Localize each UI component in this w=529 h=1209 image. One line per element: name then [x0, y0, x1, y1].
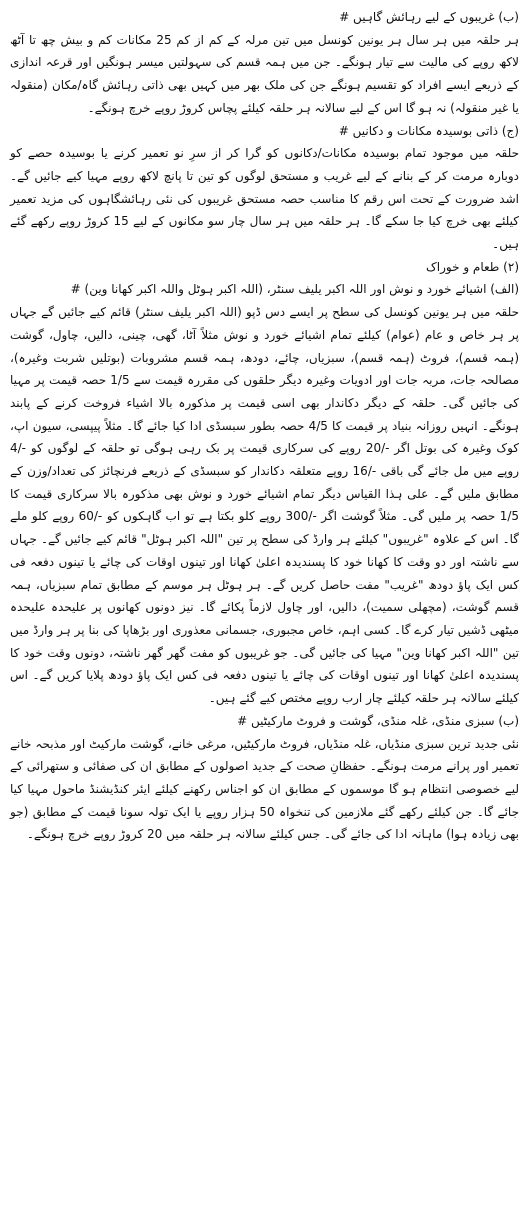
section-heading-markets: (ب) سبزی منڈی، غلہ منڈی، گوشت و فروٹ مارکیٹیں # — [237, 713, 519, 728]
section-heading-housing: (ب) غریبوں کے لیے رہائش گاہیں # — [339, 10, 519, 24]
paragraph-old-houses: حلقہ میں موجود تمام بوسیدہ مکانات/دکانوں کو گرا کر از سرِ نو تعمیر کرنے یا بوسیدہ حصے کو دوبارہ مرمت کر کے بنانے کے لیے غریب و مستحق لوگوں کو تین تا پانچ لاکھ روپے مہیا کیے جائیں گے۔ اشد ضرورت کے تحت اس رقم کا مناسب حصہ مستحق غریبوں کی نئی رہائشگاہوں کی مزید تعمیر کیلئے بھی خرچ کیا جا سکے گا۔ ہر حلقہ میں ہر سال چار سو مکانوں کے لیے 15 کروڑ روپے رکھے گئے ہیں۔ — [10, 146, 519, 252]
section-heading-relief-center: (الف) اشیائے خورد و نوش اور اللہ اکبر یلیف سنٹر، (اللہ اکبر ہوٹل واللہ اکبر کھانا وین) # — [70, 282, 519, 297]
paragraph-housing: ہر حلقہ میں ہر سال ہر یونین کونسل میں تین مرلہ کے کم از کم 25 مکانات کم و بیش چھ تا آٹھ لاکھ روپے کی مالیت سے تیار ہونگے۔ جن میں ہمہ قسم کی سہولتیں میسر ہونگیں اور قرعہ اندازی کے ذریعے ایسے افراد کو تقسیم ہونگے جن کی ملک بھر میں کہیں بھی ذاتی رہائش گاہ/مکان (منقولہ یا غیر منقولہ) نہ ہو گا اس کے لیے سالانہ ہر حلقہ کیلئے پچاس کروڑ روپے خرچ ہونگے۔ — [10, 32, 520, 115]
section-heading-food: (۲) طعام و خوراک — [426, 259, 519, 274]
section-heading-old-houses: (ج) ذاتی بوسیدہ مکانات و دکانیں # — [338, 123, 519, 138]
paragraph-markets: نئی جدید ترین سبزی منڈیاں، غلہ منڈیاں، فروٹ مارکیٹیں، مرغی خانے، گوشت مارکیٹ اور مذبحہ خانے تعمیر اور پرانے مرمت ہونگے۔ حفظانِ صحت کے جدید اصولوں کے مطابق ان کی صفائی و ستھرائی کے لیے خصوصی انتظام ہو گا موسموں کے مطابق ان کو اجناس رکھنے کیلئے ایئر کنڈیشنڈ ماحول مہیا کیا جائے گا۔ جن کیلئے رکھے گئے ملازمین کی تنخواہ 50 ہزار روپے یا ایک تولہ سونا قیمت کے مطابق (جو بھی زیادہ ہوا) ماہانہ ادا کی جائے گی۔ جس کیلئے سالانہ ہر حلقہ میں 20 کروڑ روپے خرچ ہونگے۔ — [10, 736, 519, 842]
paragraph-relief-center: حلقہ میں ہر یونین کونسل کی سطح پر ایسے دس ڈپو (اللہ اکبر یلیف سنٹر) قائم کیے جائیں گے جہاں پر ہر خاص و عام (عوام) کیلئے تمام اشیائے خورد و نوش مثلاً آٹا، گھی، چینی، دالیں، چاول، گوشت (ہمہ قسم)، فروٹ (ہمہ قسم)، سبزیاں، چائے، دودھ، ہمہ قسم مشروبات (بوتلیں شربت وغیرہ)، مصالحہ جات، مربہ جات اور ادویات وغیرہ دیگر حلقوں کی مقررہ قیمت سے 1/5 حصہ قیمت پر مہیا کی جائیں گی۔ حلقہ کے دیگر دکاندار بھی اسی قیمت پر مذکورہ بالا اشیاء فروخت کرنے کے پابند ہونگے۔ انہیں روزانہ بنیاد پر قیمت کا 4/5 حصہ بطور سبسڈی ادا کیا جائے گا۔ مثلاً پیپسی، سیون اپ، کوک وغیرہ کی بوتل اگر -/20 روپے کی سرکاری قیمت پر بک رہی ہوگی تو حلقہ کے لوگوں کو -/4 روپے میں مل جائے گی باقی -/16 روپے متعلقہ دکاندار کو سبسڈی کے ذریعے فرنچائز کی تعداد/وزن کے مطابق ملیں گے۔ علی ہذا القیاس دیگر تمام اشیائے خورد و نوش بھی مذکورہ بالا سرکاری قیمت کا 1/5 حصہ پر ملیں گی۔ مثلاً گوشت اگر -/300 روپے کلو بکتا ہے تو اب گاہکوں کو -/60 روپے کلو ملے گا۔ اس کے علاوہ "غریبوں" کیلئے ہر وارڈ کی سطح پر تین "اللہ اکبر ہوٹل" قائم کیے جائیں گے۔ جہاں سے ناشتہ اور دو وقت کا کھانا خود کا پسندیدہ اعلیٰ کھانا اور تینوں اوقات کی چائے یا تینوں دفعہ فی کس ایک پاؤ دودھ "غریب" مفت حاصل کریں گے۔ ہر ہوٹل ہر موسم کے مطابق تمام سبزیاں، ہمہ قسم گوشت، (مچھلی سمیت)، دالیں، اور چاول لازماً پکائے گا۔ نیز دونوں کھانوں پر علیحدہ علیحدہ میٹھی ڈشیں تیار کرے گا۔ کسی اہم، خاص مجبوری، جسمانی معذوری اور بڑھاپا کی بنا پر ہر وارڈ میں تین "اللہ اکبر کھانا وین" مہیا کی جائیں گی۔ جو غریبوں کو مفت گھر گھر ناشتہ، دونوں وقت خود کا پسندیدہ اعلیٰ کھانا اور تینوں اوقات کی چائے یا تینوں دفعہ فی کس ایک پاؤ دودھ پلایا کریں گے۔ اس کیلئے سالانہ ہر حلقہ کیلئے چار ارب روپے مختص کیے گئے ہیں۔ — [10, 305, 519, 706]
